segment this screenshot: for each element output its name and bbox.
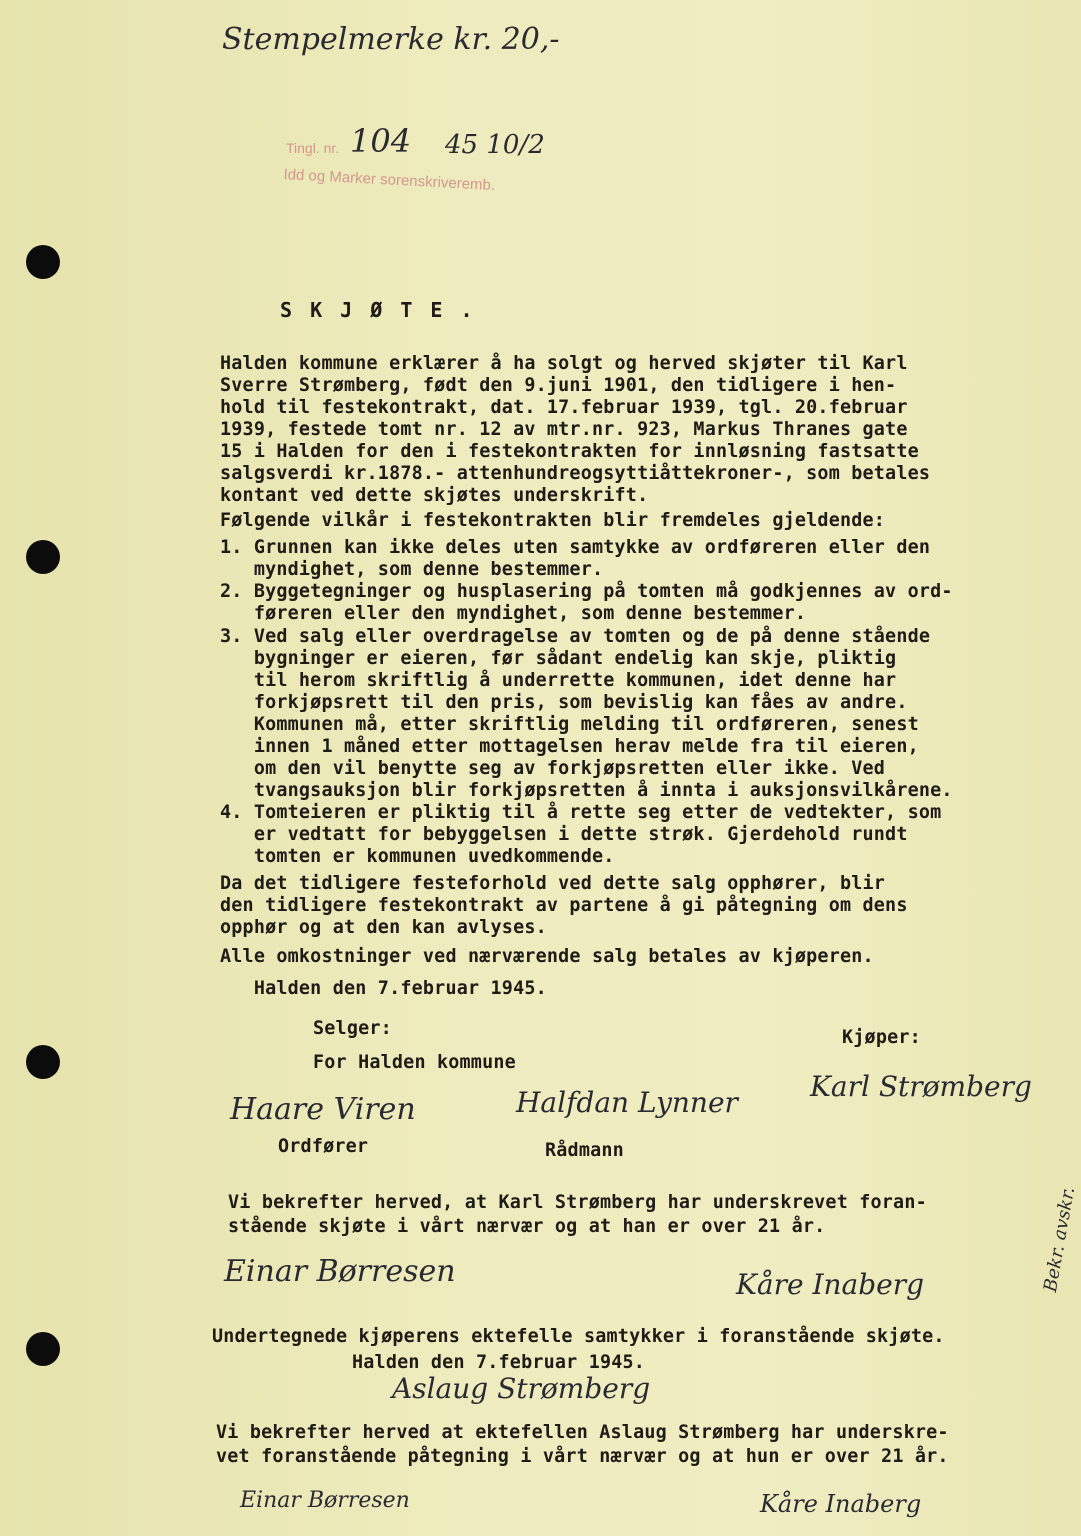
punch-hole-3 [26,1045,60,1079]
punch-hole-1 [26,245,60,279]
body-line: Halden den 7.februar 1945. [220,978,547,999]
registration-date: 45 10/2 [445,130,545,160]
court-stamp: Idd og Marker sorenskriveremb. [283,166,496,195]
body-line: Da det tidligere festeforhold ved dette salg opphører, blir [220,873,886,894]
body-line: den tidligere festekontrakt av partene å gi påtegning om dens [220,895,908,916]
witness2-signature-b: Kåre Inaberg [760,1490,922,1518]
body-line: forkjøpsrett til den pris, som bevislig kan fåes av andre. [220,692,908,713]
witness2-line-1: Vi bekrefter herved at ektefellen Aslaug Strømberg har underskre- [216,1422,949,1443]
body-line: myndighet, som denne bestemmer. [220,559,604,580]
consent-signature: Aslaug Strømberg [392,1372,651,1405]
body-line: 15 i Halden for den i festekontrakten for innløsning fastsatte [220,441,919,462]
body-line: kontant ved dette skjøtes underskrift. [220,485,649,506]
body-line: Sverre Strømberg, født den 9.juni 1901, den tidligere i hen- [220,375,897,396]
body-line: Halden kommune erklærer å ha solgt og herved skjøter til Karl [220,353,908,374]
body-line: Alle omkostninger ved nærværende salg betales av kjøperen. [220,946,874,967]
body-line: opphør og at den kan avlyses. [220,917,547,938]
document-title: S K J Ø T E . [280,298,476,322]
body-line: innen 1 måned etter mottagelsen herav melde fra til eieren, [220,736,919,757]
body-line: tomten er kommunen uvedkommende. [220,846,615,867]
consent-text: Undertegnede kjøperens ektefelle samtykker i foranstående skjøte. [212,1326,945,1347]
body-line: 1. Grunnen kan ikke deles uten samtykke av ordføreren eller den [220,537,931,558]
body-line: 2. Byggetegninger og husplasering på tomten må godkjennes av ord- [220,581,953,602]
body-line: 1939, festede tomt nr. 12 av mtr.nr. 923, Markus Thranes gate [220,419,908,440]
witness1-line-2: stående skjøte i vårt nærvær og at han er over 21 år. [228,1216,826,1237]
body-line: 3. Ved salg eller overdragelse av tomten og de på denne stående [220,626,931,647]
mayor-signature: Haare Viren [230,1092,416,1127]
body-line: bygninger er eieren, før sådant endelig kan skje, pliktig [220,648,897,669]
punch-hole-2 [26,540,60,574]
seller-org: For Halden kommune [313,1052,516,1073]
witness2-signature-a: Einar Børresen [240,1488,410,1513]
mayor-title: Ordfører [278,1136,369,1157]
body-line: 4. Tomteieren er pliktig til å rette seg etter de vedtekter, som [220,802,942,823]
witness1-signature-a: Einar Børresen [224,1254,456,1289]
seller-label: Selger: [313,1018,392,1039]
body-line: til herom skriftlig å underrette kommunen, idet denne har [220,670,897,691]
punch-hole-4 [26,1332,60,1366]
body-line: Kommunen må, etter skriftlig melding til ordføreren, senest [220,714,919,735]
chief-signature: Halfdan Lynner [516,1086,738,1119]
body-line: hold til festekontrakt, dat. 17.februar 1939, tgl. 20.februar [220,397,908,418]
body-line: føreren eller den myndighet, som denne bestemmer. [220,603,807,624]
registration-number: 104 [350,122,412,160]
body-line: om den vil benytte seg av forkjøpsretten eller ikke. Ved [220,758,886,779]
body-line: Følgende vilkår i festekontrakten blir fremdeles gjeldende: [220,510,886,531]
body-line: salgsverdi kr.1878.- attenhundreogsyttiåttekroner-, som betales [220,463,931,484]
body-line: tvangsauksjon blir forkjøpsretten å innta i auksjonsvilkårene. [220,780,953,801]
registration-stamp-label: Tingl. nr. [286,140,340,156]
body-line: er vedtatt for bebyggelsen i dette strøk. Gjerdehold rundt [220,824,908,845]
witness2-line-2: vet foranstående påtegning i vårt nærvær og at hun er over 21 år. [216,1446,949,1467]
witness1-line-1: Vi bekrefter herved, at Karl Strømberg har underskrevet foran- [228,1192,927,1213]
chief-title: Rådmann [545,1140,624,1161]
buyer-signature: Karl Strømberg [810,1070,1032,1103]
consent-date: Halden den 7.februar 1945. [352,1352,646,1373]
stamp-duty-note: Stempelmerke kr. 20,- [222,22,560,57]
margin-note: Bekr. avskr. [1040,1185,1080,1294]
buyer-label: Kjøper: [842,1027,921,1048]
witness1-signature-b: Kåre Inaberg [736,1268,925,1301]
